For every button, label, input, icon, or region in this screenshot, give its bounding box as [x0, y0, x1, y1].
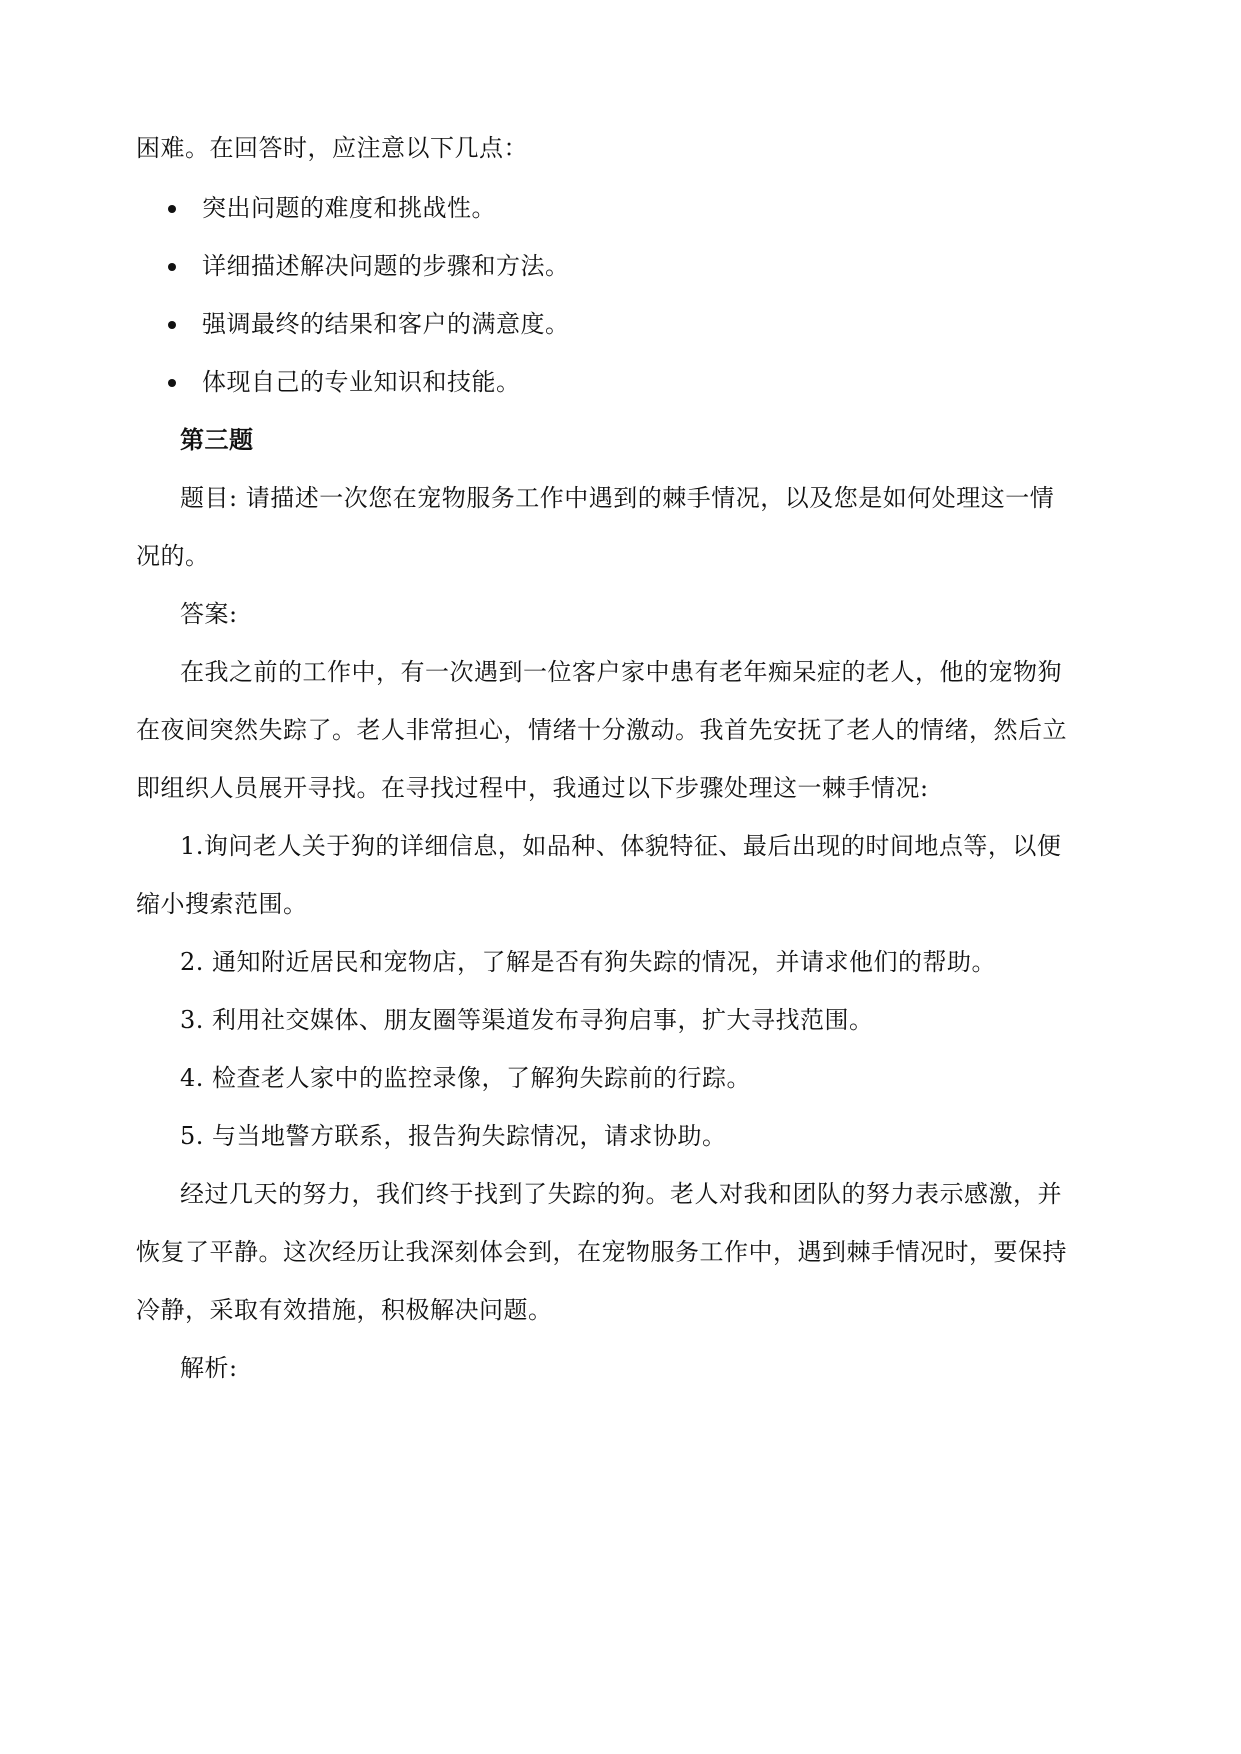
answer-paragraph: 即组织人员展开寻找。在寻找过程中，我通过以下步骤处理这一棘手情况: — [136, 774, 929, 802]
bullet-item: 突出问题的难度和挑战性。 — [202, 194, 496, 222]
answer-paragraph: 在夜间突然失踪了。老人非常担心，情绪十分激动。我首先安抚了老人的情绪，然后立 — [136, 716, 1067, 744]
bullet-icon — [168, 263, 176, 271]
question-text: 题目: 请描述一次您在宠物服务工作中遇到的棘手情况，以及您是如何处理这一情 — [180, 484, 1055, 512]
bullet-item: 强调最终的结果和客户的满意度。 — [202, 310, 570, 338]
section-heading: 第三题 — [180, 425, 254, 454]
conclusion-paragraph: 冷静，采取有效措施，积极解决问题。 — [136, 1296, 553, 1324]
answer-label: 答案: — [180, 600, 238, 628]
intro-text: 困难。在回答时，应注意以下几点： — [136, 134, 528, 162]
bullet-item: 体现自己的专业知识和技能。 — [202, 368, 521, 396]
question-text: 况的。 — [136, 542, 210, 570]
bullet-item: 详细描述解决问题的步骤和方法。 — [202, 252, 570, 280]
bullet-icon — [168, 321, 176, 329]
step-item: 缩小搜索范围。 — [136, 890, 308, 918]
conclusion-paragraph: 经过几天的努力，我们终于找到了失踪的狗。老人对我和团队的努力表示感激，并 — [180, 1180, 1062, 1208]
step-item: 3. 利用社交媒体、朋友圈等渠道发布寻狗启事，扩大寻找范围。 — [180, 1006, 874, 1034]
step-item: 1.询问老人关于狗的详细信息，如品种、体貌特征、最后出现的时间地点等，以便 — [180, 832, 1062, 860]
step-item: 5. 与当地警方联系，报告狗失踪情况，请求协助。 — [180, 1122, 727, 1150]
step-item: 4. 检查老人家中的监控录像，了解狗失踪前的行踪。 — [180, 1064, 752, 1092]
analysis-label: 解析: — [180, 1354, 238, 1382]
step-item: 2. 通知附近居民和宠物店，了解是否有狗失踪的情况，并请求他们的帮助。 — [180, 948, 997, 976]
bullet-icon — [168, 205, 176, 213]
conclusion-paragraph: 恢复了平静。这次经历让我深刻体会到，在宠物服务工作中，遇到棘手情况时，要保持 — [136, 1238, 1067, 1266]
bullet-icon — [168, 379, 176, 387]
answer-paragraph: 在我之前的工作中，有一次遇到一位客户家中患有老年痴呆症的老人，他的宠物狗 — [180, 658, 1062, 686]
